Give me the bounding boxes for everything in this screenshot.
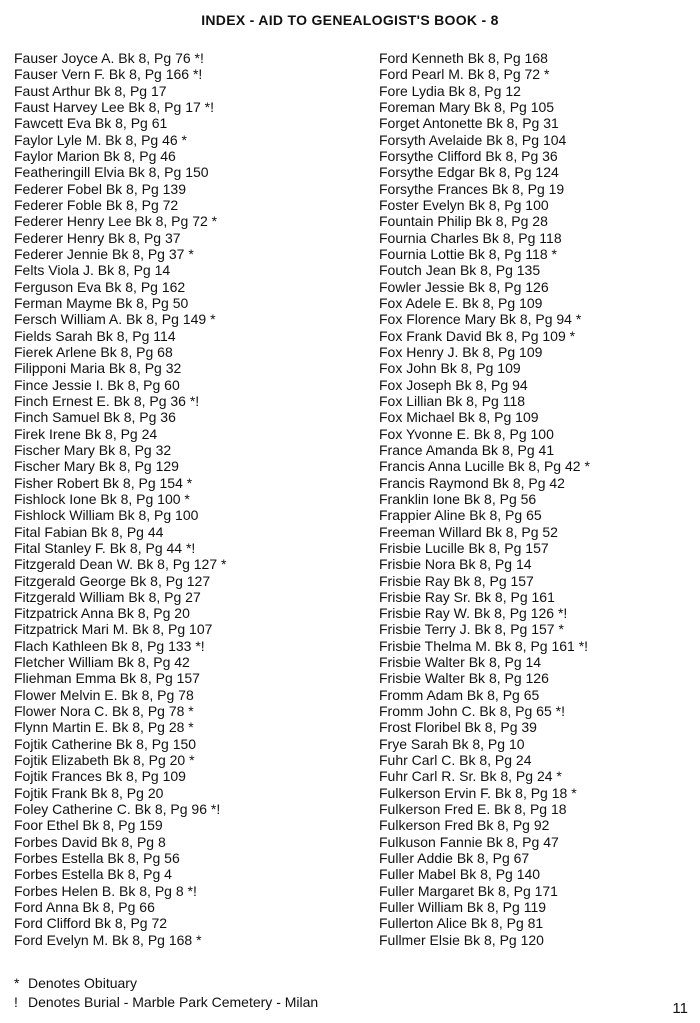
index-entry: Faylor Lyle M. Bk 8, Pg 46 *: [14, 131, 187, 148]
index-entry: Faust Arthur Bk 8, Pg 17: [14, 82, 167, 99]
index-entry: Fullerton Alice Bk 8, Pg 81: [379, 915, 544, 932]
index-entry: Featheringill Elvia Bk 8, Pg 150: [14, 164, 209, 181]
index-entry: Francis Raymond Bk 8, Pg 42: [379, 474, 565, 491]
index-entry: Frisbie Ray W. Bk 8, Pg 126 *!: [379, 605, 568, 622]
index-entry: Frisbie Ray Bk 8, Pg 157: [379, 572, 534, 589]
index-entry: Fox Adele E. Bk 8, Pg 109: [379, 294, 543, 311]
index-entry: Forbes Helen B. Bk 8, Pg 8 *!: [14, 882, 197, 899]
index-entry: Finch Ernest E. Bk 8, Pg 36 *!: [14, 392, 200, 409]
index-entry: Fountain Philip Bk 8, Pg 28: [379, 213, 548, 230]
index-entry: Flynn Martin E. Bk 8, Pg 28 *: [14, 719, 194, 736]
index-entry: Fletcher William Bk 8, Pg 42: [14, 654, 190, 671]
index-entry: Fulkerson Fred Bk 8, Pg 92: [379, 817, 550, 834]
index-entry: Fersch William A. Bk 8, Pg 149 *: [14, 311, 216, 328]
index-entry: Fields Sarah Bk 8, Pg 114: [14, 327, 176, 344]
index-entry: Forsythe Edgar Bk 8, Pg 124: [379, 164, 559, 181]
index-entry: Fowler Jessie Bk 8, Pg 126: [379, 278, 549, 295]
index-entry: Frisbie Lucille Bk 8, Pg 157: [379, 539, 549, 556]
index-entry: Forbes Estella Bk 8, Pg 4: [14, 866, 172, 883]
index-entry: Fojtik Elizabeth Bk 8, Pg 20 *: [14, 752, 195, 769]
index-entry: Felts Viola J. Bk 8, Pg 14: [14, 262, 171, 279]
index-entry: Ferman Mayme Bk 8, Pg 50: [14, 294, 189, 311]
index-entry: Fox Lillian Bk 8, Pg 118: [379, 392, 526, 409]
index-entry: Finch Samuel Bk 8, Pg 36: [14, 409, 176, 426]
index-entry: Fox Florence Mary Bk 8, Pg 94 *: [379, 311, 582, 328]
index-entry: Fox John Bk 8, Pg 109: [379, 360, 521, 377]
index-entry: Ferguson Eva Bk 8, Pg 162: [14, 278, 186, 295]
index-entry: Firek Irene Bk 8, Pg 24: [14, 425, 158, 442]
index-entry: Fromm John C. Bk 8, Pg 65 *!: [379, 703, 565, 720]
index-entry: Frisbie Walter Bk 8, Pg 14: [379, 654, 542, 671]
index-entry: Forget Antonette Bk 8, Pg 31: [379, 115, 559, 132]
index-entry: Fox Joseph Bk 8, Pg 94: [379, 376, 528, 393]
page-title: INDEX - AID TO GENEALOGIST'S BOOK - 8: [201, 12, 499, 28]
index-entry: Frappier Aline Bk 8, Pg 65: [379, 507, 542, 524]
index-entry: Fital Stanley F. Bk 8, Pg 44 *!: [14, 539, 196, 556]
index-entry: Francis Anna Lucille Bk 8, Pg 42 *: [379, 458, 590, 475]
index-entry: Federer Jennie Bk 8, Pg 37 *: [14, 245, 194, 262]
index-entry: Fuller Margaret Bk 8, Pg 171: [379, 882, 558, 899]
index-entry: Fitzgerald Dean W. Bk 8, Pg 127 *: [14, 556, 227, 573]
index-entry: Ford Kenneth Bk 8, Pg 168: [379, 50, 548, 66]
index-entry: Foor Ethel Bk 8, Pg 159: [14, 817, 163, 834]
index-entry: Federer Foble Bk 8, Pg 72: [14, 196, 179, 213]
index-entry: Ford Pearl M. Bk 8, Pg 72 *: [379, 66, 550, 83]
index-entry: Fournia Lottie Bk 8, Pg 118 *: [379, 245, 557, 262]
index-entry: Flower Melvin E. Bk 8, Pg 78: [14, 686, 194, 703]
index-entry: Fital Fabian Bk 8, Pg 44: [14, 523, 164, 540]
index-entry: Fischer Mary Bk 8, Pg 129: [14, 458, 179, 475]
index-entry: Faylor Marion Bk 8, Pg 46: [14, 147, 176, 164]
index-entry: Fuhr Carl R. Sr. Bk 8, Pg 24 *: [379, 768, 562, 785]
index-entry: Flower Nora C. Bk 8, Pg 78 *: [14, 703, 194, 720]
index-entry: Frisbie Thelma M. Bk 8, Pg 161 *!: [379, 637, 589, 654]
index-entry: Ford Clifford Bk 8, Pg 72: [14, 915, 168, 932]
index-entry: Foley Catherine C. Bk 8, Pg 96 *!: [14, 801, 221, 818]
index-entry: Franklin Ione Bk 8, Pg 56: [379, 490, 537, 507]
index-entry: Fullmer Elsie Bk 8, Pg 120: [379, 931, 544, 948]
index-entry: Filipponi Maria Bk 8, Pg 32: [14, 360, 182, 377]
index-entry: Forsythe Frances Bk 8, Pg 19: [379, 180, 565, 197]
burial-symbol: !: [14, 994, 18, 1010]
index-entry: Fishlock William Bk 8, Pg 100: [14, 507, 199, 524]
index-entry: Forbes David Bk 8, Pg 8: [14, 833, 166, 850]
index-entry: Fliehman Emma Bk 8, Pg 157: [14, 670, 200, 687]
index-entry: Frisbie Terry J. Bk 8, Pg 157 *: [379, 621, 564, 638]
index-entry: Forbes Estella Bk 8, Pg 56: [14, 850, 180, 867]
legend-obituary: [14, 974, 137, 992]
index-entry: Forsyth Avelaide Bk 8, Pg 104: [379, 131, 567, 148]
index-entry: Fulkerson Fred E. Bk 8, Pg 18: [379, 801, 567, 818]
index-entry: Federer Fobel Bk 8, Pg 139: [14, 180, 186, 197]
index-entry: Fischer Mary Bk 8, Pg 32: [14, 441, 172, 458]
index-entry: France Amanda Bk 8, Pg 41: [379, 441, 555, 458]
burial-text: Denotes Burial - Marble Park Cemetery - Milan: [28, 994, 319, 1010]
page-number: 11: [672, 1000, 688, 1017]
index-entry: Fulkuson Fannie Bk 8, Pg 47: [379, 833, 559, 850]
index-entry: Federer Henry Lee Bk 8, Pg 72 *: [14, 213, 218, 230]
index-entry: Fauser Vern F. Bk 8, Pg 166 *!: [14, 66, 203, 83]
index-entry: Ford Evelyn M. Bk 8, Pg 168 *: [14, 931, 202, 948]
index-entry: Fitzpatrick Anna Bk 8, Pg 20: [14, 605, 190, 622]
index-entry: Fox Michael Bk 8, Pg 109: [379, 409, 539, 426]
index-column-right: [379, 50, 694, 948]
index-entry: Fuller Addie Bk 8, Pg 67: [379, 850, 530, 867]
index-entry: Frye Sarah Bk 8, Pg 10: [379, 735, 525, 752]
index-entry: Fauser Joyce A. Bk 8, Pg 76 *!: [14, 50, 204, 66]
index-entry: Fawcett Eva Bk 8, Pg 61: [14, 115, 168, 132]
index-entry: Fournia Charles Bk 8, Pg 118: [379, 229, 562, 246]
index-entry: Faust Harvey Lee Bk 8, Pg 17 *!: [14, 98, 214, 115]
index-entry: Forsythe Clifford Bk 8, Pg 36: [379, 147, 558, 164]
index-entry: Fierek Arlene Bk 8, Pg 68: [14, 343, 173, 360]
index-entry: Foreman Mary Bk 8, Pg 105: [379, 98, 555, 115]
index-entry: Fishlock Ione Bk 8, Pg 100 *: [14, 490, 190, 507]
index-entry: Foutch Jean Bk 8, Pg 135: [379, 262, 541, 279]
index-entry: Fojtik Catherine Bk 8, Pg 150: [14, 735, 197, 752]
index-entry: Federer Henry Bk 8, Pg 37: [14, 229, 181, 246]
index-entry: Flach Kathleen Bk 8, Pg 133 *!: [14, 637, 205, 654]
obituary-symbol: *: [14, 975, 20, 991]
index-entry: Fitzgerald William Bk 8, Pg 27: [14, 588, 201, 605]
index-entry: Fox Henry J. Bk 8, Pg 109: [379, 343, 543, 360]
index-entry: Fince Jessie I. Bk 8, Pg 60: [14, 376, 180, 393]
index-entry: Fitzgerald George Bk 8, Pg 127: [14, 572, 211, 589]
obituary-text: Denotes Obituary: [28, 975, 137, 991]
index-entry: Fore Lydia Bk 8, Pg 12: [379, 82, 521, 99]
index-entry: Fuhr Carl C. Bk 8, Pg 24: [379, 752, 532, 769]
index-entry: Frost Floribel Bk 8, Pg 39: [379, 719, 537, 736]
index-entry: Ford Anna Bk 8, Pg 66: [14, 899, 155, 916]
index-column-left: [14, 50, 369, 948]
index-entry: Fojtik Frances Bk 8, Pg 109: [14, 768, 186, 785]
index-entry: Fojtik Frank Bk 8, Pg 20: [14, 784, 164, 801]
legend-burial: [14, 993, 318, 1011]
index-entry: Fromm Adam Bk 8, Pg 65: [379, 686, 540, 703]
index-entry: Frisbie Ray Sr. Bk 8, Pg 161: [379, 588, 555, 605]
index-entry: Frisbie Walter Bk 8, Pg 126: [379, 670, 549, 687]
index-entry: Freeman Willard Bk 8, Pg 52: [379, 523, 558, 540]
index-entry: Fulkerson Ervin F. Bk 8, Pg 18 *: [379, 784, 577, 801]
index-entry: Fitzpatrick Mari M. Bk 8, Pg 107: [14, 621, 213, 638]
index-entry: Foster Evelyn Bk 8, Pg 100: [379, 196, 549, 213]
index-entry: Fox Frank David Bk 8, Pg 109 *: [379, 327, 576, 344]
index-entry: Fuller Mabel Bk 8, Pg 140: [379, 866, 541, 883]
index-entry: Fisher Robert Bk 8, Pg 154 *: [14, 474, 193, 491]
index-entry: Fuller William Bk 8, Pg 119: [379, 899, 547, 916]
index-entry: Fox Yvonne E. Bk 8, Pg 100: [379, 425, 554, 442]
index-entry: Frisbie Nora Bk 8, Pg 14: [379, 556, 532, 573]
